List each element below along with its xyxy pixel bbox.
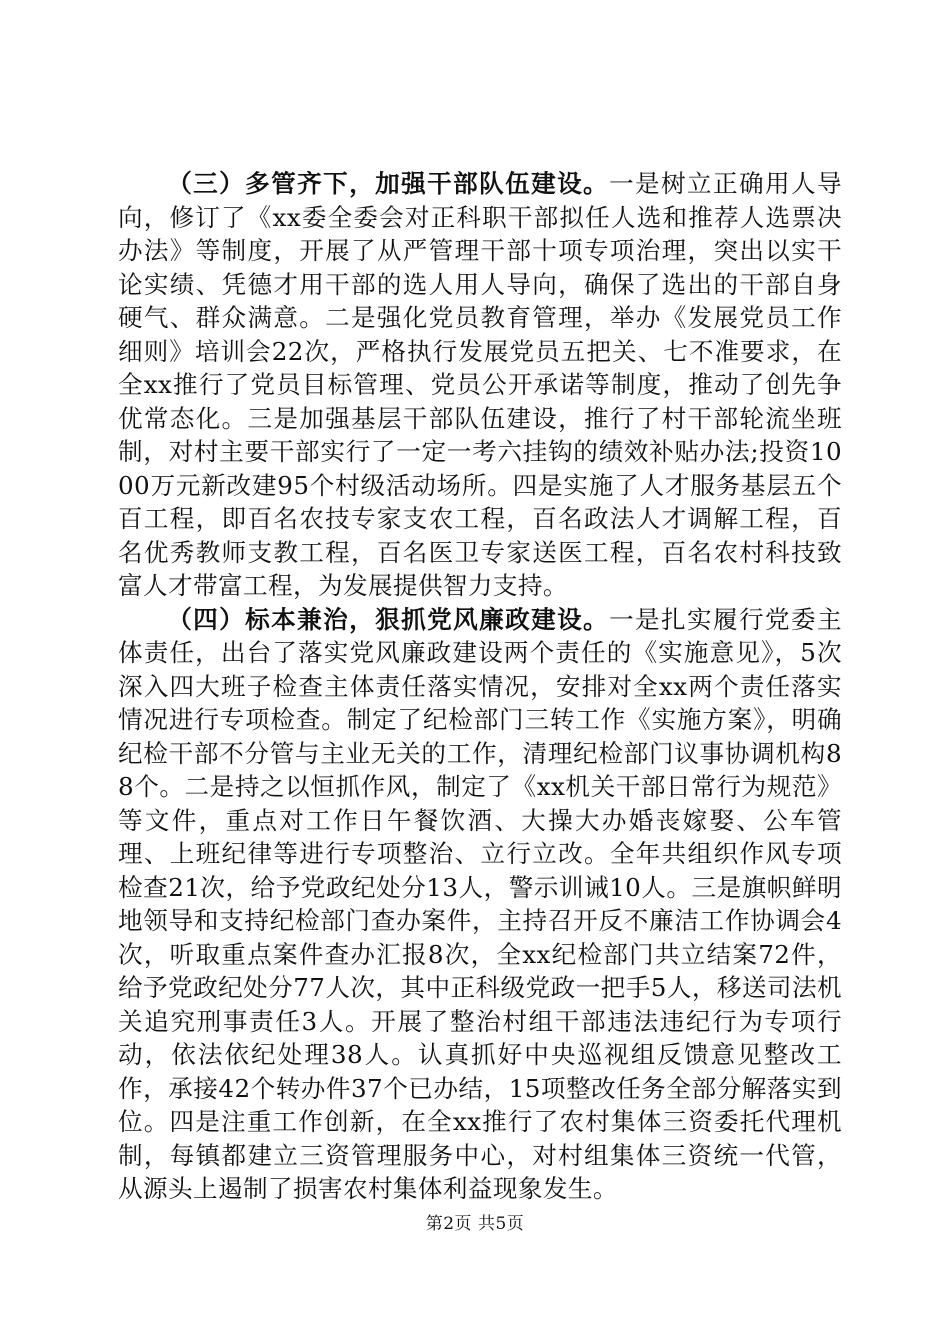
document-body <box>118 167 842 1206</box>
paragraph-section-4 <box>118 603 842 1206</box>
section-heading: （四）标本兼治，狠抓党风廉政建设。 <box>167 604 610 634</box>
section-heading: （三）多管齐下，加强干部队伍建设。 <box>167 169 610 198</box>
paragraph-text: 一是扎实履行党委主体责任，出台了落实党风廉政建设两个责任的《实施意见》，5次深入四大班子检查主体责任落实情况，安排对全xx两个责任落实情况进行专项检查。制定了纪检部门三转工作《实施方案》，明确纪检干部不分管与主业无关的工作，清理纪检部门议事协调机构88个。二是持之以恒抓作风，制定了《xx机关干部日常行为规范》等文件，重点对工作日午餐饮酒、大操大办婚丧嫁娶、公车管理、上班纪律等进行专项整治、立行立改。全年共组织作风专项检查21次，给予党政纪处分13人，警示训诫10人。三是旗帜鲜明地领导和支持纪检部门查办案件，主持召开反不廉洁工作协调会4次，听取重点案件查办汇报8次，全xx纪检部门共立结案72件，给予党政纪处分77人次，其中正科级党政一把手5人，移送司法机关追究刑事责任3人。开展了整治村组干部违法违纪行为专项行动，依法依纪处理38人。认真抓好中央巡视组反馈意见整改工作，承接42个转办件37个已办结，15项整改任务全部分解落实到位。四是注重工作创新，在全xx推行了农村集体三资委托代理机制，每镇都建立三资管理服务中心，对村组集体三资统一代管，从源头上遏制了损害农村集体利益现象发生。 <box>118 604 842 1203</box>
paragraph-section-3 <box>118 167 842 603</box>
page-footer: 第2页 共5页 <box>425 1214 525 1234</box>
paragraph-text: 一是树立正确用人导向，修订了《xx委全委会对正科职干部拟任人选和推荐人选票决办法》等制度，开展了从严管理干部十项专项治理，突出以实干论实绩、凭德才用干部的选人用人导向，确保了选出的干部自身硬气、群众满意。二是强化党员教育管理，举办《发展党员工作细则》培训会22次，严格执行发展党员五把关、七不准要求，在全xx推行了党员目标管理、党员公开承诺等制度，推动了创先争优常态化。三是加强基层干部队伍建设，推行了村干部轮流坐班制，对村主要干部实行了一定一考六挂钩的绩效补贴办法;投资1000万元新改建95个村级活动场所。四是实施了人才服务基层五个百工程，即百名农技专家支农工程，百名政法人才调解工程，百名优秀教师支教工程，百名医卫专家送医工程，百名农村科技致富人才带富工程，为发展提供智力支持。 <box>118 169 842 600</box>
